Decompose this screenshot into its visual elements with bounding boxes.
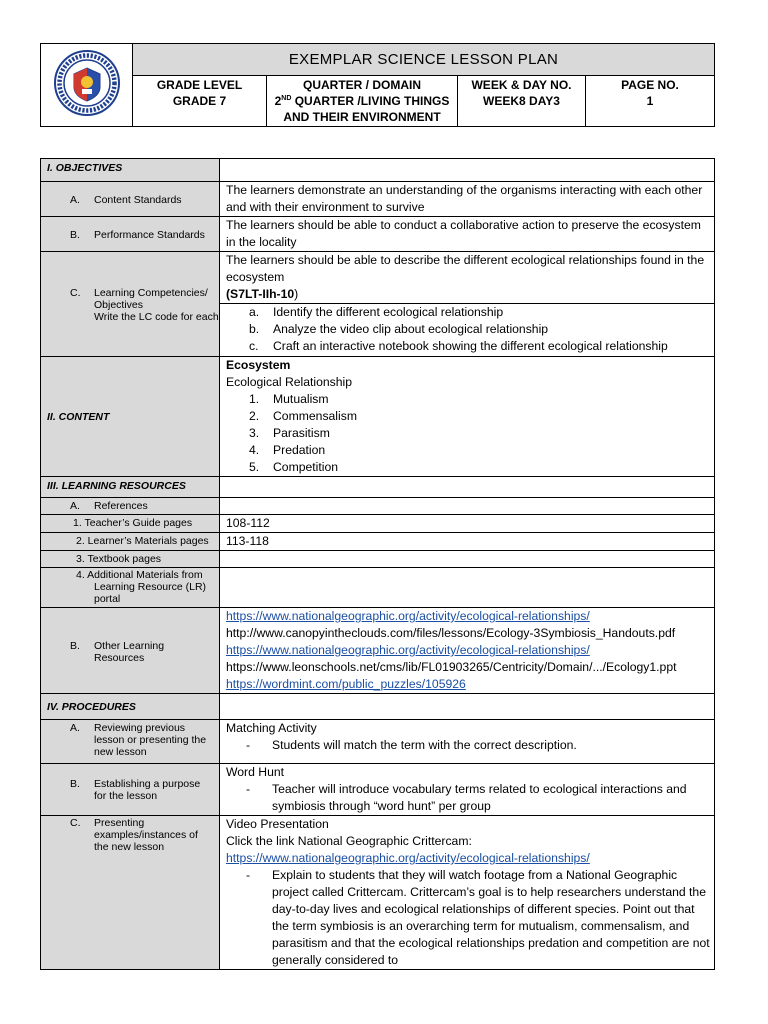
objectives-empty-cell bbox=[220, 159, 715, 182]
content-standards-key: A. bbox=[70, 194, 80, 206]
learning-competencies-label: Learning Competencies/ Objectives bbox=[94, 287, 208, 311]
content-item-key: 5. bbox=[249, 460, 260, 474]
resource-link-leonschools: https://www.leonschools.net/cms/lib/FL01903265/Centricity/Domain/.../Ecology1.ppt bbox=[226, 660, 677, 674]
content-item-text: Mutualism bbox=[273, 392, 329, 406]
objective-item-text: Analyze the video clip about ecological relationship bbox=[273, 322, 549, 336]
content-standards-text: The learners demonstrate an understanding of the organisms interacting with each other and with their environment to survive bbox=[220, 182, 715, 217]
procedure-b-title: Word Hunt bbox=[226, 765, 285, 779]
procedure-a-label: Reviewing previous lesson or presenting the new lesson bbox=[94, 722, 207, 758]
content-heading-cell bbox=[41, 357, 220, 477]
procedure-a-title: Matching Activity bbox=[226, 721, 317, 735]
procedure-a-key: A. bbox=[70, 722, 80, 734]
procedure-b-label: Establishing a purpose for the lesson bbox=[94, 777, 201, 802]
procedure-c-text: Explain to students that they will watch footage from a National Geographic project called Crittercam. Crittercam’s goal is to help researchers understand the day-to-day lives and ecological relationships of different species. Point out that the term symbiosis is an overarching term for mutualism, commensalism, and parasitism and that the ecological relationships predation and competition are not generally considered to bbox=[272, 868, 710, 967]
procedures-empty-cell bbox=[220, 694, 715, 720]
learning-competencies-text: The learners should be able to describe the different ecological relationships found in the ecosystem bbox=[226, 253, 705, 284]
learners-materials-pages: 113-118 bbox=[220, 533, 715, 551]
objectives-heading: I. OBJECTIVES bbox=[47, 162, 123, 174]
additional-materials-label-1: 4. Additional Materials from bbox=[76, 569, 203, 581]
content-heading: II. CONTENT bbox=[47, 410, 110, 423]
procedure-b-cell bbox=[220, 764, 715, 816]
resources-heading: III. LEARNING RESOURCES bbox=[47, 480, 186, 492]
teachers-guide-label: 1. Teacher’s Guide pages bbox=[73, 517, 193, 529]
learners-materials-label: 2. Learner’s Materials pages bbox=[76, 535, 209, 547]
objective-item-key: a. bbox=[249, 305, 260, 319]
procedure-b-key: B. bbox=[70, 777, 80, 790]
content-subtitle: Ecological Relationship bbox=[226, 375, 353, 389]
grade-level-cell bbox=[133, 76, 267, 127]
learning-competencies-label-cell bbox=[41, 252, 220, 357]
procedure-a-cell bbox=[220, 720, 715, 764]
objectives-heading-cell bbox=[41, 159, 220, 182]
content-item-key: 1. bbox=[249, 392, 260, 406]
procedure-c-dash: - bbox=[246, 868, 251, 882]
procedure-b-text: Teacher will introduce vocabulary terms related to ecological interactions and symbiosis through “word hunt” per group bbox=[272, 782, 687, 813]
quarter-suffix: ND bbox=[281, 95, 292, 102]
objective-list-cell bbox=[220, 304, 715, 357]
deped-seal-cell bbox=[41, 44, 133, 127]
content-item bbox=[249, 442, 710, 459]
content-item-text: Commensalism bbox=[273, 409, 357, 423]
procedures-heading: IV. PROCEDURES bbox=[47, 700, 136, 713]
resource-link-wordmint[interactable]: https://wordmint.com/public_puzzles/105926 bbox=[226, 677, 466, 691]
performance-standards-text: The learners should be able to conduct a collaborative action to preserve the ecosystem in the locality bbox=[220, 217, 715, 252]
teachers-guide-pages: 108-112 bbox=[220, 515, 715, 533]
learning-competencies-key: C. bbox=[70, 287, 81, 299]
content-standards-label-cell bbox=[41, 182, 220, 217]
page-number-label: PAGE NO. bbox=[621, 78, 679, 92]
procedure-b-label-cell bbox=[41, 764, 220, 816]
performance-standards-label: Performance Standards bbox=[94, 229, 205, 241]
objective-item-key: c. bbox=[249, 339, 259, 353]
additional-materials-empty-cell bbox=[220, 568, 715, 608]
additional-materials-label-2: Learning Resource (LR) portal bbox=[94, 581, 207, 605]
objective-item-text: Identify the different ecological relationship bbox=[273, 305, 504, 319]
content-item bbox=[249, 408, 710, 425]
objective-item bbox=[249, 338, 710, 355]
textbook-label-cell bbox=[41, 551, 220, 568]
content-item-key: 4. bbox=[249, 443, 260, 457]
week-day-value: WEEK8 DAY3 bbox=[483, 94, 560, 108]
content-item-text: Parasitism bbox=[273, 426, 330, 440]
content-cell bbox=[220, 357, 715, 477]
teachers-guide-label-cell bbox=[41, 515, 220, 533]
additional-materials-label-cell bbox=[41, 568, 220, 608]
resource-link-canopy: http://www.canopyintheclouds.com/files/lessons/Ecology-3Symbiosis_Handouts.pdf bbox=[226, 626, 676, 640]
procedure-c-line: Click the link National Geographic Crittercam: bbox=[226, 834, 472, 848]
objective-item bbox=[249, 321, 710, 338]
procedure-c-title: Video Presentation bbox=[226, 817, 329, 831]
content-item-key: 3. bbox=[249, 426, 260, 440]
learners-materials-label-cell bbox=[41, 533, 220, 551]
content-item-text: Competition bbox=[273, 460, 339, 474]
other-resources-key: B. bbox=[70, 639, 80, 652]
content-title: Ecosystem bbox=[226, 358, 291, 372]
other-resources-label-cell bbox=[41, 608, 220, 694]
content-item bbox=[249, 425, 710, 442]
references-label: References bbox=[94, 500, 148, 512]
header-table bbox=[40, 43, 715, 127]
procedure-c-label: Presenting examples/instances of the new lesson bbox=[94, 817, 198, 853]
content-item bbox=[249, 459, 710, 476]
resource-link-natgeo-2[interactable]: https://www.nationalgeographic.org/activity/ecological-relationships/ bbox=[226, 643, 590, 657]
quarter-domain-value-2: AND THEIR ENVIRONMENT bbox=[283, 110, 441, 124]
procedure-c-key: C. bbox=[70, 817, 81, 829]
learning-competency-code-end: ) bbox=[294, 287, 299, 301]
procedures-heading-cell bbox=[41, 694, 220, 720]
resources-empty-cell bbox=[220, 477, 715, 498]
lesson-plan-table bbox=[40, 158, 715, 970]
objective-item-key: b. bbox=[249, 322, 260, 336]
week-day-label: WEEK & DAY NO. bbox=[471, 78, 572, 92]
other-resources-links-cell bbox=[220, 608, 715, 694]
procedure-a-dash: - bbox=[246, 738, 251, 752]
procedure-c-label-cell bbox=[41, 816, 220, 970]
grade-level-label: GRADE LEVEL bbox=[156, 78, 243, 92]
objective-item bbox=[249, 304, 710, 321]
page-number-cell bbox=[586, 76, 715, 127]
performance-standards-key: B. bbox=[70, 229, 80, 241]
procedure-b-dash: - bbox=[246, 782, 251, 796]
procedure-a-text: Students will match the term with the correct description. bbox=[272, 738, 577, 752]
procedure-a-label-cell bbox=[41, 720, 220, 764]
textbook-label: 3. Textbook pages bbox=[76, 553, 162, 565]
learning-competency-code: (S7LT-IIh-10 bbox=[226, 287, 295, 301]
procedure-c-link[interactable]: https://www.nationalgeographic.org/activity/ecological-relationships/ bbox=[226, 851, 590, 865]
quarter-domain-value-1: QUARTER /LIVING THINGS bbox=[291, 94, 450, 108]
content-item bbox=[249, 391, 710, 408]
other-resources-label: Other Learning Resources bbox=[94, 639, 165, 664]
content-item-key: 2. bbox=[249, 409, 260, 423]
learning-competencies-note: Write the LC code for each bbox=[94, 311, 219, 323]
content-item-text: Predation bbox=[273, 443, 326, 457]
grade-level-value: GRADE 7 bbox=[172, 94, 227, 108]
references-key: A. bbox=[70, 500, 80, 512]
performance-standards-label-cell bbox=[41, 217, 220, 252]
week-day-cell bbox=[458, 76, 586, 127]
quarter-domain-label: QUARTER / DOMAIN bbox=[303, 78, 421, 92]
objective-item-text: Craft an interactive notebook showing the different ecological relationship bbox=[273, 339, 668, 353]
page-number-value: 1 bbox=[646, 94, 654, 108]
procedure-c-cell bbox=[220, 816, 715, 970]
learning-competencies-text-cell bbox=[220, 252, 715, 304]
content-standards-label: Content Standards bbox=[94, 194, 182, 206]
references-empty-cell bbox=[220, 498, 715, 515]
quarter-domain-cell bbox=[267, 76, 458, 127]
document-title: EXEMPLAR SCIENCE LESSON PLAN bbox=[133, 44, 715, 76]
resources-heading-cell bbox=[41, 477, 220, 498]
resource-link-natgeo-1[interactable]: https://www.nationalgeographic.org/activity/ecological-relationships/ bbox=[226, 609, 590, 623]
quarter-number: 2 bbox=[274, 94, 282, 108]
references-label-cell bbox=[41, 498, 220, 515]
deped-seal-icon bbox=[53, 49, 121, 117]
textbook-pages-empty-cell bbox=[220, 551, 715, 568]
